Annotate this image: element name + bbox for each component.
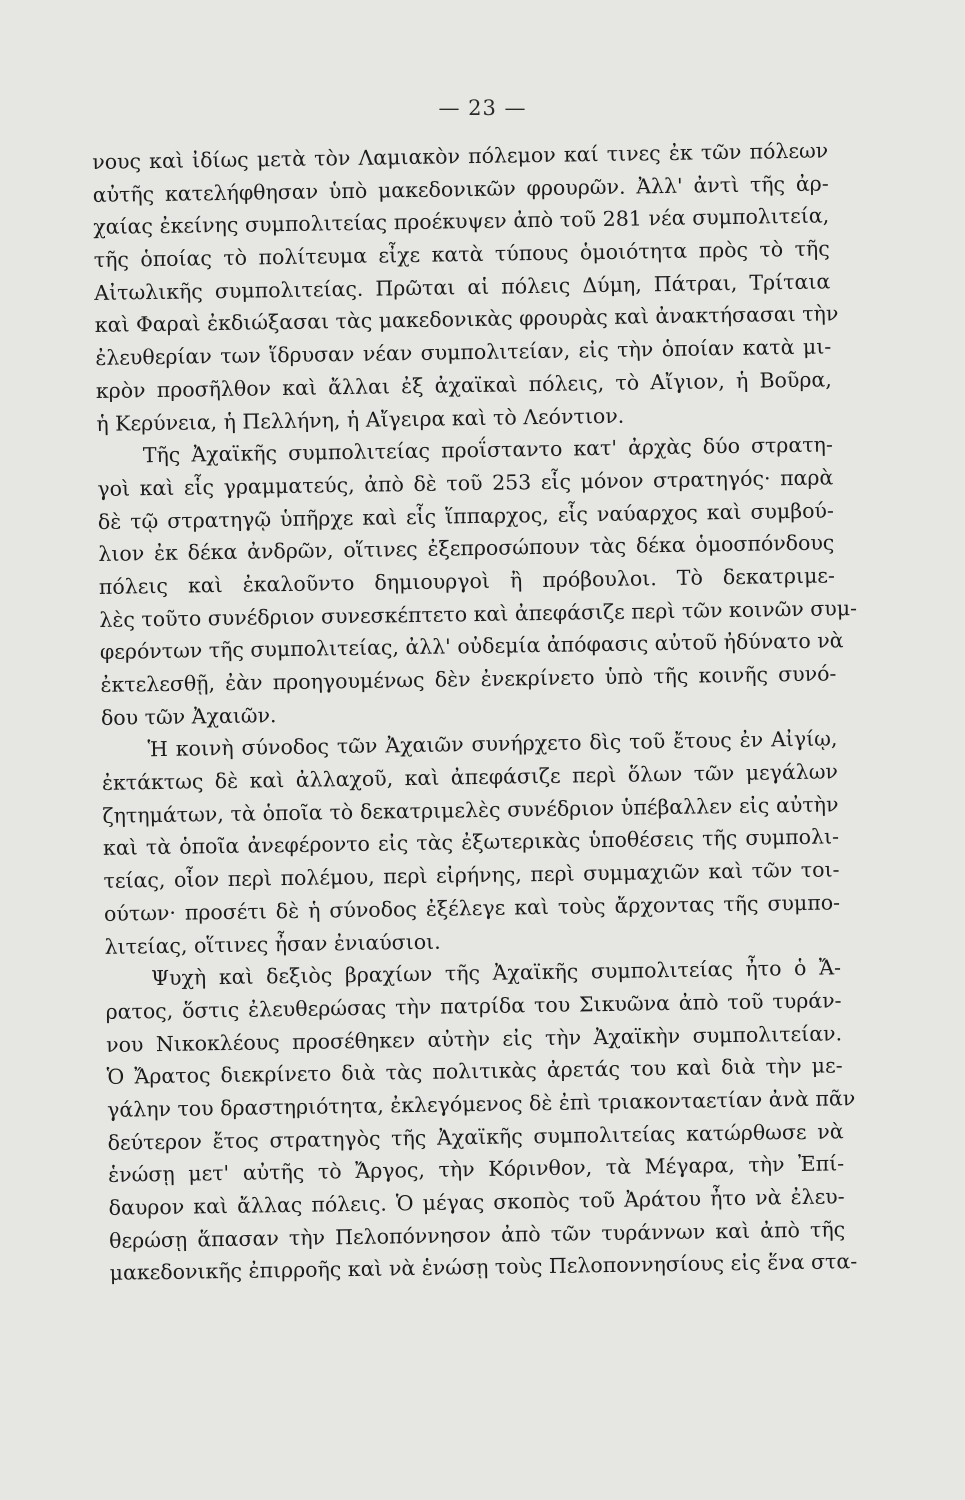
- text-line: μακεδονικῆς ἐπιρροῆς καὶ νὰ ἑνώσῃ τοὺς Πελοποννησίους εἰς ἕνα στα-: [109, 1249, 858, 1286]
- page-number: — 23 —: [438, 96, 527, 120]
- text-line: δαυρον καὶ ἄλλας πόλεις. Ὁ μέγας σκοπὸς τοῦ Ἀράτου ἦτο νὰ ἐλευ-: [108, 1184, 845, 1220]
- text-line: Ἡ κοινὴ σύνοδος τῶν Ἀχαιῶν συνήρχετο δὶς τοῦ ἔτους ἐν Αἰγίῳ,: [147, 726, 838, 762]
- text-line: ἡ Κερύνεια, ἡ Πελλήνη, ἡ Αἴγειρα καὶ τὸ Λεόντιον.: [96, 403, 625, 436]
- text-line: Τῆς Ἀχαϊκῆς συμπολιτείας προΐσταντο κατ' ἀρχὰς δύο στρατη-: [142, 432, 833, 468]
- text-body: [92, 134, 858, 1289]
- text-line: ρατος, ὅστις ἐλευθερώσας τὴν πατρίδα του Σικυῶνα ἀπὸ τοῦ τυράν-: [105, 988, 842, 1024]
- text-line: ἐλευθερίαν των ἵδρυσαν νέαν συμπολιτείαν, εἰς τὴν ὁποίαν κατὰ μι-: [95, 334, 832, 371]
- paragraph: [105, 952, 858, 1290]
- text-line: ζητημάτων, τὰ ὁποῖα τὸ δεκατριμελὲς συνέδριον ὑπέβαλλεν εἰς αὐτὴν: [102, 792, 839, 828]
- text-line: χαίας ἐκείνης συμπολιτείας προέκυψεν ἀπὸ τοῦ 281 νέα συμπολιτεία,: [93, 203, 830, 240]
- text-line: λιτείας, οἵτινες ἦσαν ἐνιαύσιοι.: [104, 929, 441, 959]
- text-line: τῆς ὁποίας τὸ πολίτευμα εἶχε κατὰ τύπους ὁμοιότητα πρὸς τὸ τῆς: [93, 236, 830, 273]
- text-line: νου Νικοκλέους προσέθηκεν αὐτὴν εἰς τὴν Ἀχαϊκὴν συμπολιτείαν.: [105, 1020, 843, 1057]
- text-line: θερώσῃ ἅπασαν τὴν Πελοπόννησον ἀπὸ τῶν τυράννων καὶ ἀπὸ τῆς: [109, 1216, 846, 1253]
- text-line: πόλεις καὶ ἐκαλοῦντο δημιουργοὶ ἢ πρόβουλοι. Τὸ δεκατριμε-: [98, 563, 836, 599]
- text-line: γάλην του δραστηριότητα, ἐκλεγόμενος δὲ ἐπὶ τριακονταετίαν ἀνὰ πᾶν: [106, 1086, 856, 1122]
- text-line: Αἰτωλικῆς συμπολιτείας. Πρῶται αἱ πόλεις Δύμη, Πάτραι, Τρίταια: [94, 269, 831, 305]
- paragraph: [92, 134, 839, 440]
- paragraph: [101, 723, 841, 963]
- text-line: φερόντων τῆς συμπολιτείας, ἀλλ' οὐδεμία ἀπόφασις αὐτοῦ ἠδύνατο νὰ: [99, 628, 844, 665]
- text-line: ούτων· προσέτι δὲ ἡ σύνοδος ἐξέλεγε καὶ τοὺς ἄρχοντας τῆς συμπο-: [103, 890, 841, 926]
- text-line: καὶ τὰ ὁποῖα ἀνεφέροντο εἰς τὰς ἐξωτερικὰς ὑποθέσεις τῆς συμπολι-: [102, 824, 840, 861]
- text-line: λὲς τοῦτο συνέδριον συνεσκέπτετο καὶ ἀπεφάσιζε περὶ τῶν κοινῶν συμ-: [99, 595, 858, 632]
- text-line: Ὁ Ἄρατος διεκρίνετο διὰ τὰς πολιτικὰς ἀρετάς του καὶ διὰ τὴν με-: [106, 1053, 843, 1090]
- text-line: γοὶ καὶ εἷς γραμματεύς, ἀπὸ δὲ τοῦ 253 εἷς μόνον στρατηγός· παρὰ: [97, 465, 834, 501]
- text-line: δου τῶν Ἀχαιῶν.: [100, 702, 277, 730]
- text-line: αὐτῆς κατελήφθησαν ὑπὸ μακεδονικῶν φρουρῶν. Ἀλλ' ἀντὶ τῆς ἀρ-: [92, 171, 829, 207]
- text-line: καὶ Φαραὶ ἐκδιώξασαι τὰς μακεδονικὰς φρουρὰς καὶ ἀνακτήσασαι τὴν: [94, 301, 839, 338]
- text-line: νους καὶ ἰδίως μετὰ τὸν Λαμιακὸν πόλεμον καί τινες ἐκ τῶν πόλεων: [92, 138, 829, 174]
- text-line: λιον ἐκ δέκα ἀνδρῶν, οἵτινες ἐξεπροσώπουν τὰς δέκα ὁμοσπόνδους: [98, 530, 835, 567]
- text-line: Ψυχὴ καὶ δεξιὸς βραχίων τῆς Ἀχαϊκῆς συμπολιτείας ἦτο ὁ Ἄ-: [150, 955, 842, 991]
- text-line: ἐκτάκτως δὲ καὶ ἀλλαχοῦ, καὶ ἀπεφάσιζε περὶ ὅλων τῶν μεγάλων: [101, 759, 839, 795]
- text-line: τείας, οἷον περὶ πολέμου, περὶ εἰρήνης, περὶ συμμαχιῶν καὶ τῶν τοι-: [103, 857, 840, 894]
- text-line: κρὸν προσῆλθον καὶ ἄλλαι ἐξ ἀχαϊκαὶ πόλεις, τὸ Αἴγιον, ἡ Βοῦρα,: [95, 367, 832, 403]
- text-line: δὲ τῷ στρατηγῷ ὑπῆρχε καὶ εἷς ἵππαρχος, εἷς ναύαρχος καὶ συμβού-: [97, 497, 834, 534]
- paragraph: [97, 429, 858, 735]
- text-line: ἑνώσῃ μετ' αὐτῆς τὸ Ἄργος, τὴν Κόρινθον, τὰ Μέγαρα, τὴν Ἐπί-: [107, 1151, 845, 1188]
- text-line: ἐκτελεσθῇ, ἐὰν προηγουμένως δὲν ἐνεκρίνετο ὑπὸ τῆς κοινῆς συνό-: [100, 661, 837, 697]
- text-line: δεύτερον ἔτος στρατηγὸς τῆς Ἀχαϊκῆς συμπολιτείας κατώρθωσε νὰ: [107, 1118, 844, 1155]
